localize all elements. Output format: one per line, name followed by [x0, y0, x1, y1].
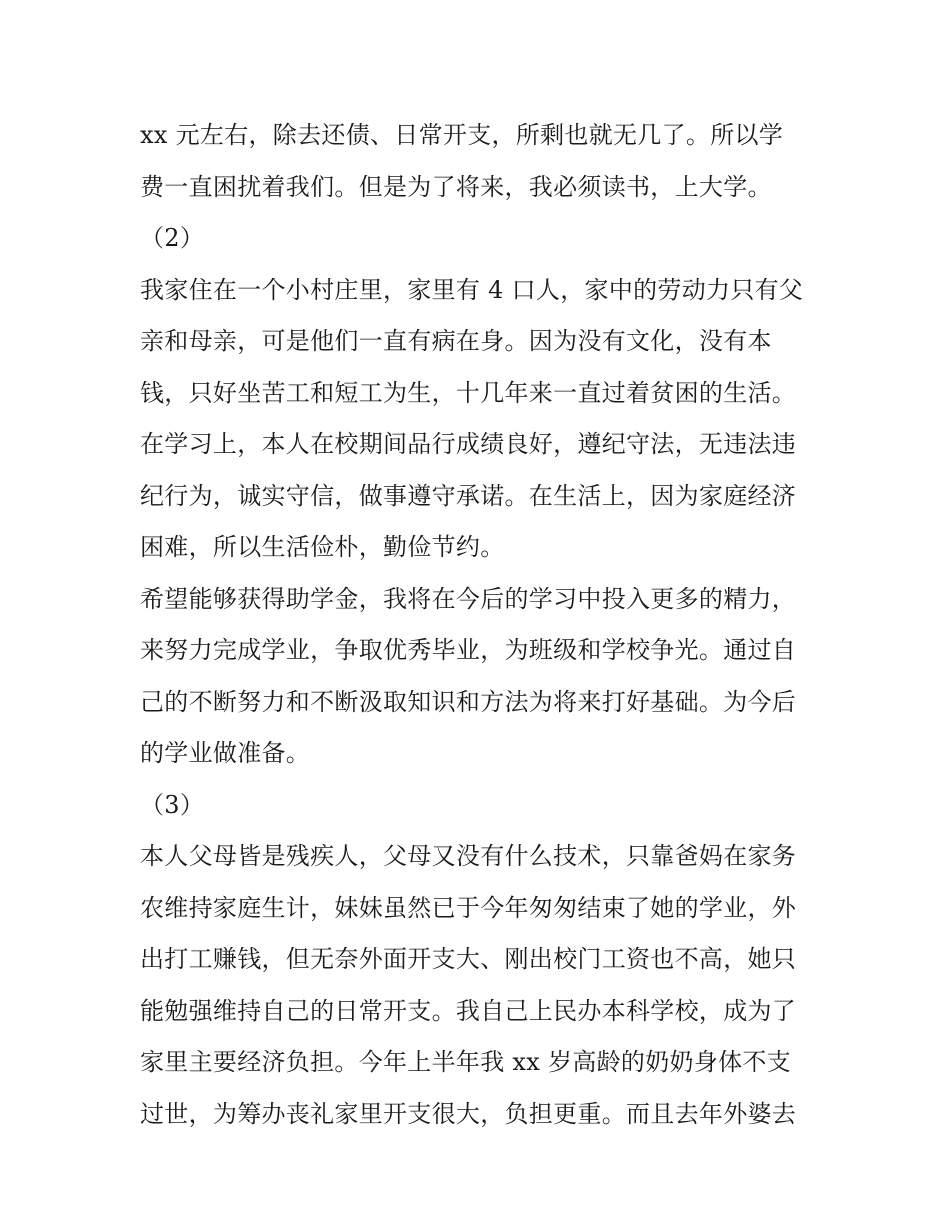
paragraph-line: 困难，所以生活俭朴，勤俭节约。 [140, 533, 505, 561]
paragraph-line: 农维持家庭生计，妹妹虽然已于今年匆匆结束了她的学业，外 [140, 893, 797, 922]
section-number-3: （3） [140, 790, 205, 819]
paragraph-line: 费一直困扰着我们。但是为了将来，我必须读书，上大学。 [140, 172, 772, 201]
document-body [140, 110, 815, 1140]
paragraph-line: 的学业做准备。 [140, 739, 311, 767]
paragraph-line: 我家住在一个小村庄里，家里有 4 口人，家中的劳动力只有父 [140, 275, 804, 304]
paragraph-line: 本人父母皆是残疾人，父母又没有什么技术，只靠爸妈在家务 [140, 842, 797, 870]
paragraph-line: 亲和母亲，可是他们一直有病在身。因为没有文化，没有本 [140, 327, 772, 355]
paragraph-line: 过世，为筹办丧礼家里开支很大，负担更重。而且去年外婆去 [140, 1099, 797, 1128]
paragraph-line: 纪行为，诚实守信，做事遵守承诺。在生活上，因为家庭经济 [140, 481, 797, 510]
paragraph-line: 在学习上，本人在校期间品行成绩良好，遵纪守法，无违法违 [140, 430, 797, 458]
paragraph-line: 己的不断努力和不断汲取知识和方法为将来打好基础。为今后 [140, 687, 797, 716]
paragraph-line: 家里主要经济负担。今年上半年我 xx 岁高龄的奶奶身体不支 [140, 1048, 792, 1076]
paragraph-line: 来努力完成学业，争取优秀毕业，为班级和学校争光。通过自 [140, 636, 797, 664]
section-number-2: （2） [140, 224, 205, 252]
paragraph-line: 能勉强维持自己的日常开支。我自己上民办本科学校，成为了 [140, 996, 797, 1025]
paragraph-line: 出打工赚钱，但无奈外面开支大、刚出校门工资也不高，她只 [140, 945, 797, 973]
paragraph-line: xx 元左右，除去还债、日常开支，所剩也就无几了。所以学 [140, 121, 784, 149]
paragraph-line: 钱，只好坐苦工和短工为生，十几年来一直过着贫困的生活。 [140, 378, 797, 407]
paragraph-line: 希望能够获得助学金，我将在今后的学习中投入更多的精力， [140, 584, 797, 613]
